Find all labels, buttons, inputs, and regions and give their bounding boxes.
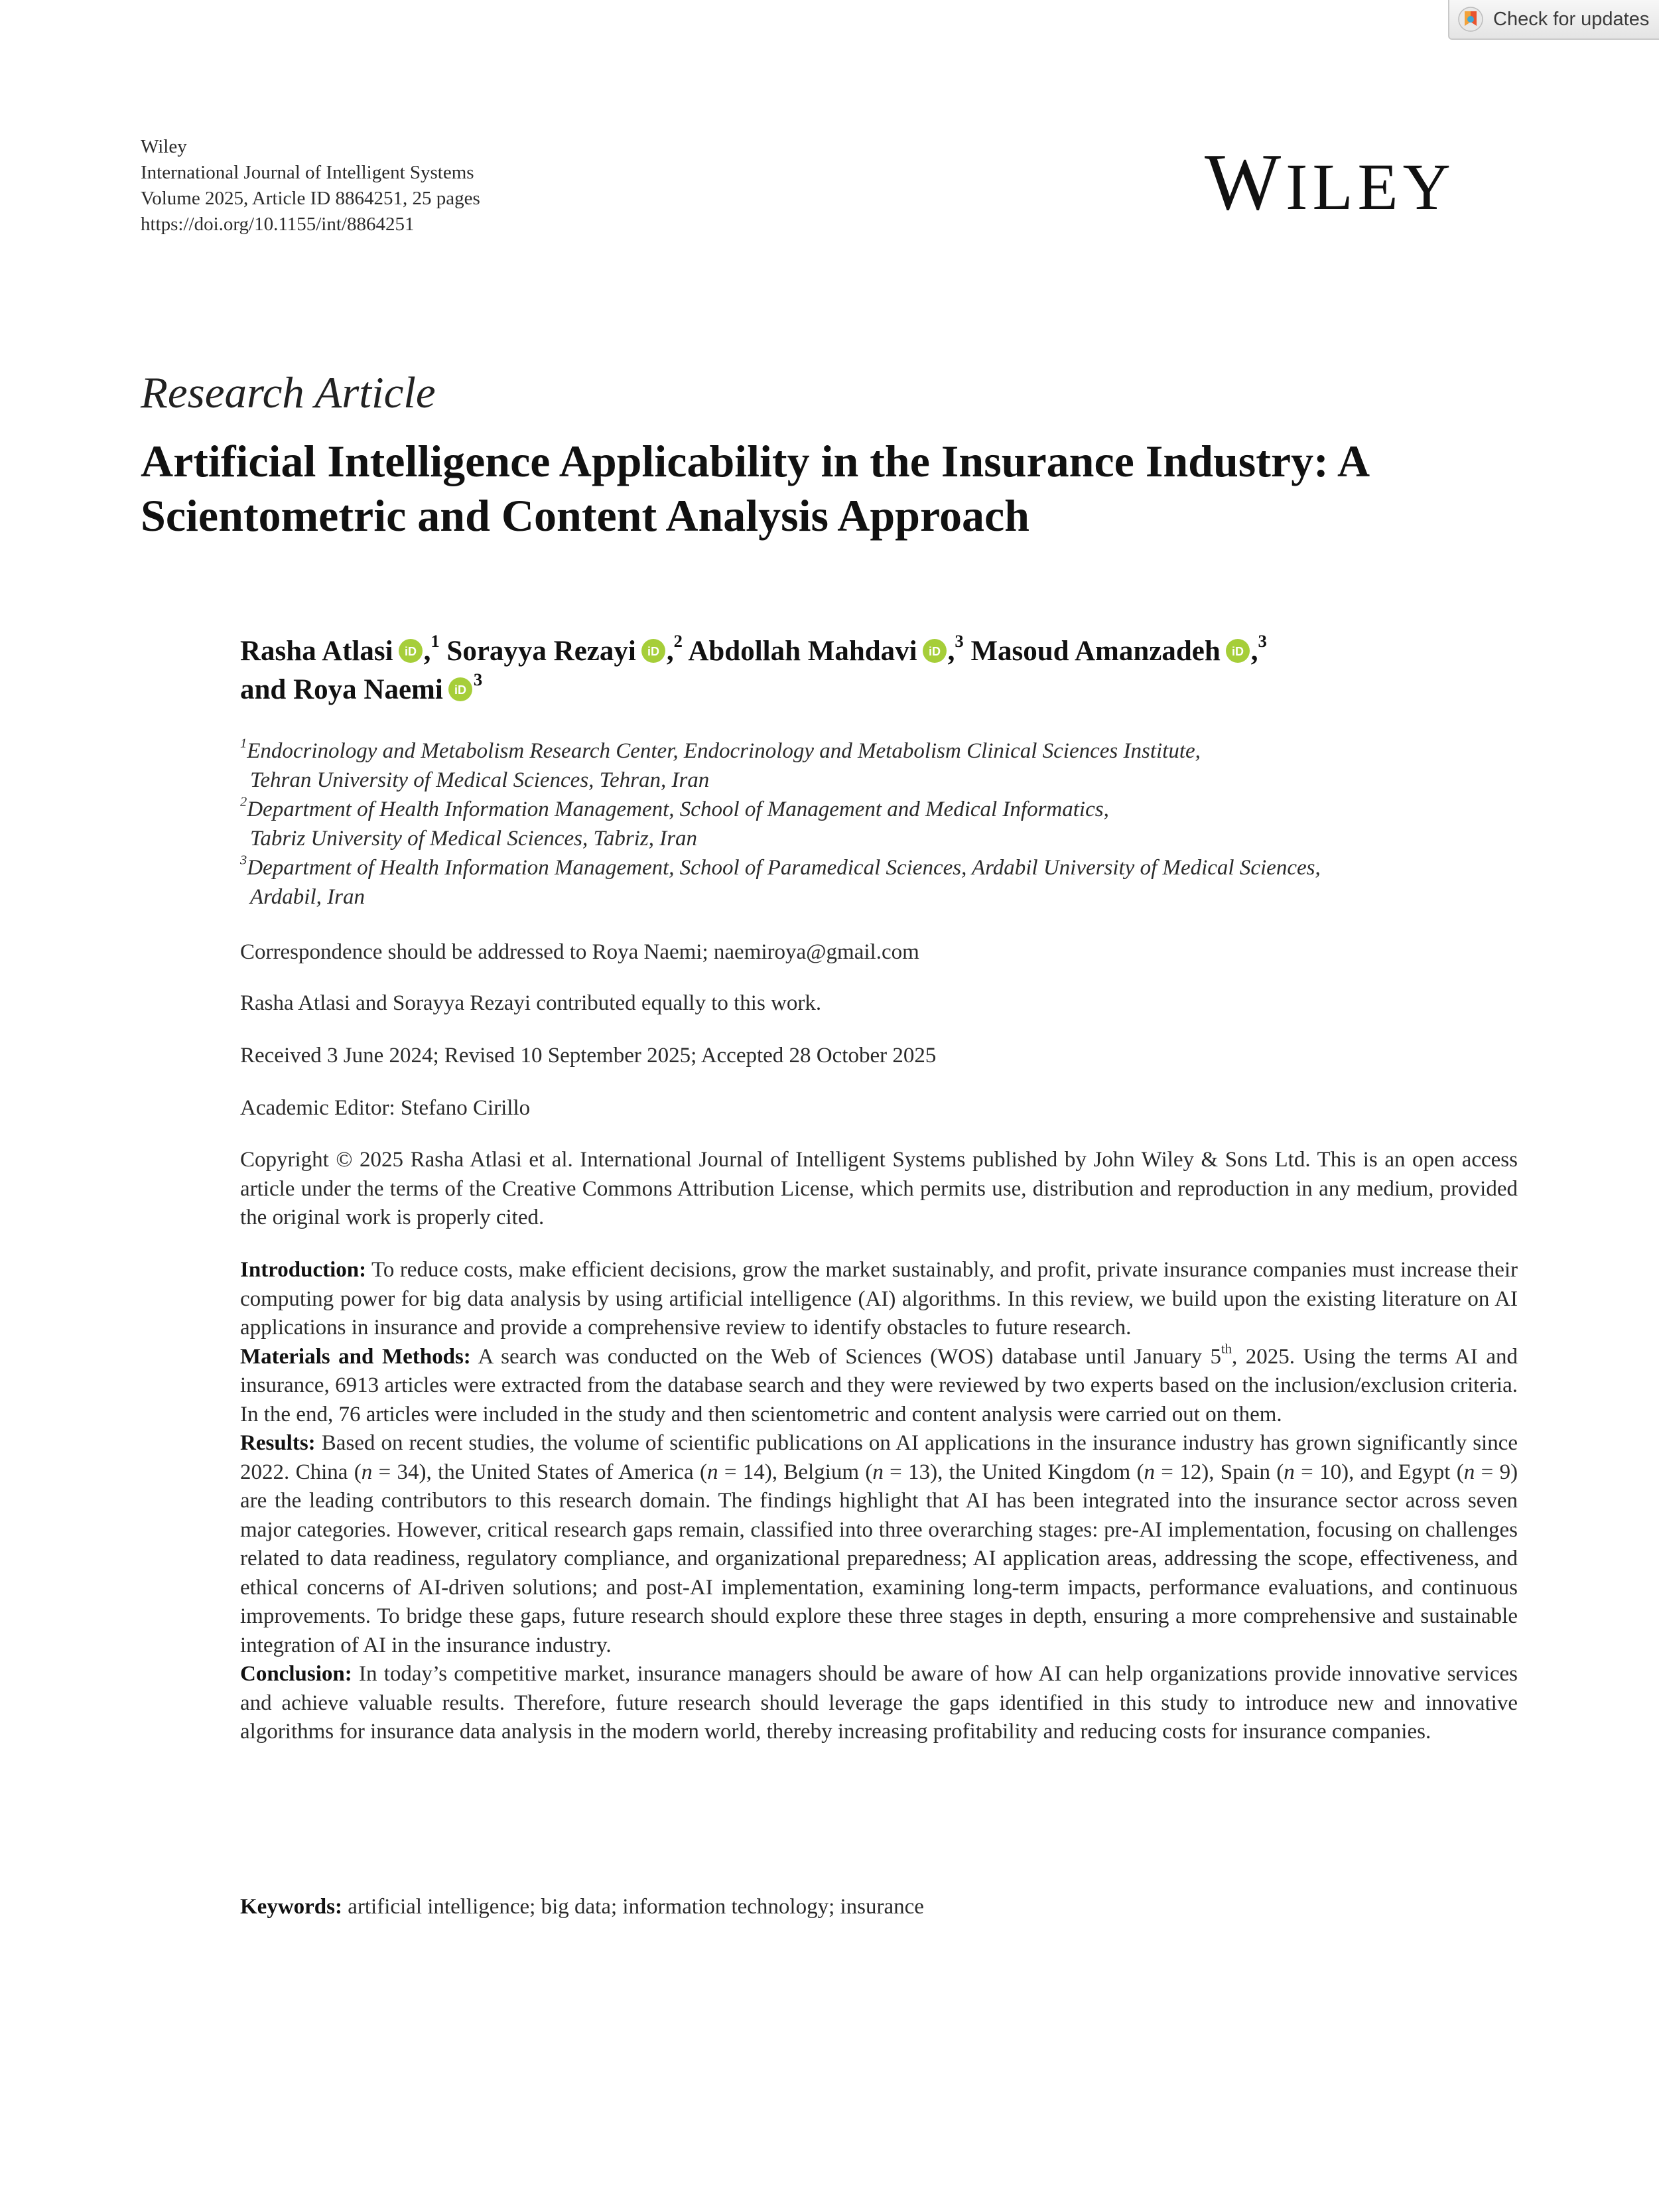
- affiliation-number: 1: [240, 736, 247, 751]
- svg-text:iD: iD: [454, 683, 466, 697]
- article-title: Artificial Intelligence Applicability in the Insurance Industry: A Scientometric and Content Analysis Approach: [141, 436, 1368, 541]
- orcid-icon[interactable]: [641, 639, 665, 663]
- affiliation-line: [240, 795, 1554, 824]
- academic-editor: Academic Editor: Stefano Cirillo: [240, 1096, 531, 1120]
- affiliation-text: Department of Health Information Management, School of Management and Medical Informatics,: [247, 797, 1109, 821]
- section-text: = 12), Spain (: [1161, 1460, 1284, 1484]
- n-symbol: n: [361, 1460, 373, 1484]
- section-text: In today’s competitive market, insurance managers should be aware of how AI can help organizations provide innovative services and achieve valuable results. Therefore, future research should leverage the gaps identified in this study to introduce new and innovative algorithms for insurance data analysis in the modern world, thereby increasing profitability and reducing costs for insurance companies.: [240, 1662, 1518, 1744]
- section-text: To reduce costs, make efficient decisions, grow the market sustainably, and profit, private insurance companies must increase their computing power for big data analysis by using artificial intelligence (AI) algorithms. In this review, we build upon the existing literature on AI applications in insurance and provide a comprehensive review to identify obstacles to future research.: [240, 1258, 1518, 1340]
- wiley-logo: WILEY: [1205, 137, 1455, 227]
- orcid-icon[interactable]: [1226, 639, 1250, 663]
- svg-text:iD: iD: [1231, 645, 1244, 658]
- check-for-updates-label: Check for updates: [1493, 8, 1650, 30]
- author-name[interactable]: Rasha Atlasi: [240, 636, 393, 667]
- author-affiliation-number: 3: [955, 631, 964, 652]
- article-doi-link[interactable]: https://doi.org/10.1155/int/8864251: [141, 214, 415, 235]
- section-label: Conclusion:: [240, 1662, 352, 1686]
- section-label: Introduction:: [240, 1258, 367, 1282]
- publisher-name: Wiley: [141, 136, 187, 157]
- svg-text:iD: iD: [404, 645, 417, 658]
- keywords-text: artificial intelligence; big data; information technology; insurance: [348, 1895, 924, 1919]
- affiliation-text: Endocrinology and Metabolism Research Center, Endocrinology and Metabolism Clinical Sciences Institute,: [247, 739, 1201, 763]
- section-text: = 13), the United Kingdom (: [890, 1460, 1144, 1484]
- author-name[interactable]: Sorayya Rezayi: [446, 636, 636, 667]
- journal-volume: Volume 2025, Article ID 8864251, 25 pages: [141, 188, 480, 209]
- affiliation-number: 2: [240, 794, 247, 809]
- n-symbol: n: [706, 1460, 718, 1484]
- orcid-icon[interactable]: [399, 639, 423, 663]
- affiliation-number: 3: [240, 853, 247, 868]
- orcid-icon[interactable]: [923, 639, 947, 663]
- affiliation-line: [240, 853, 1554, 882]
- section-text: = 34), the United States of America (: [378, 1460, 707, 1484]
- keywords-label: Keywords:: [240, 1895, 342, 1919]
- author-affiliation-number: 1: [431, 631, 440, 652]
- affiliation-line: Tabriz University of Medical Sciences, Tabriz, Iran: [250, 827, 698, 851]
- author-name[interactable]: Abdollah Mahdavi: [688, 636, 917, 667]
- affiliation-line: [240, 736, 1554, 766]
- author-affiliation-number: 3: [1258, 631, 1267, 652]
- affiliation-line: Tehran University of Medical Sciences, Tehran, Iran: [250, 768, 710, 792]
- affiliation-line: Ardabil, Iran: [250, 885, 365, 909]
- journal-info: [141, 134, 480, 238]
- n-symbol: n: [1144, 1460, 1155, 1484]
- section-text: Based on recent studies, the volume of scientific publications on AI applications in the insurance industry has grown significantly since 2022. China (: [240, 1431, 1518, 1484]
- author-name[interactable]: Roya Naemi: [293, 674, 443, 705]
- affiliations: [240, 736, 1554, 912]
- check-for-updates-button[interactable]: [1448, 0, 1659, 40]
- crossmark-icon: [1457, 6, 1484, 33]
- author-affiliation-number: 2: [673, 631, 683, 652]
- equal-contribution-note: Rasha Atlasi and Sorayya Rezayi contributed equally to this work.: [240, 991, 822, 1015]
- section-text: = 10), and Egypt (: [1301, 1460, 1464, 1484]
- keywords: [240, 1892, 924, 1921]
- orcid-icon[interactable]: [448, 677, 472, 701]
- abstract-conclusion: [240, 1660, 1518, 1747]
- abstract-methods: [240, 1343, 1518, 1430]
- n-symbol: n: [1463, 1460, 1475, 1484]
- journal-name: International Journal of Intelligent Systems: [141, 162, 474, 183]
- section-text: = 14), Belgium (: [724, 1460, 873, 1484]
- n-symbol: n: [872, 1460, 884, 1484]
- copyright-notice: Copyright © 2025 Rasha Atlasi et al. International Journal of Intelligent Systems published by John Wiley & Sons Ltd. This is an open access article under the terms of the Creative Commons Attribution License, which permits use, distribution and reproduction in any medium, provided the original work is properly cited.: [240, 1148, 1518, 1229]
- svg-text:iD: iD: [928, 645, 941, 658]
- abstract: [240, 1256, 1518, 1747]
- author-list: Rasha Atlasi iD ,$^1$ Sorayya Rezayi iD ,$^2$ Abdollah Mahdavi iD ,$^3$ Masoud Amanzadeh iD ,$^3$ and Roya Naemi iD $^3$: [240, 631, 1267, 705]
- abstract-introduction: [240, 1256, 1518, 1343]
- abstract-results: [240, 1429, 1518, 1660]
- author-affiliation-number: 3: [473, 669, 483, 690]
- correspondence: Correspondence should be addressed to Roya Naemi; naemiroya@gmail.com: [240, 940, 919, 964]
- n-symbol: n: [1284, 1460, 1295, 1484]
- section-text: = 9) are the leading contributors to this research domain. The findings highlight that AI has been integrated into the insurance sector across seven major categories. However, critical research gaps remain, classified into three overarching stages: pre-AI implementation, focusing on challenges related to data readiness, regulatory compliance, and organizational preparedness; AI application areas, addressing the scope, effectiveness, and ethical concerns of AI-driven solutions; and post-AI implementation, examining long-term impacts, performance evaluations, and continuous improvements. To bridge these gaps, future research should explore these three stages in depth, ensuring a more comprehensive and sustainable integration of AI in the insurance industry.: [240, 1460, 1518, 1657]
- article-dates: Received 3 June 2024; Revised 10 September 2025; Accepted 28 October 2025: [240, 1044, 937, 1068]
- ordinal-suffix: th: [1221, 1342, 1232, 1357]
- author-name[interactable]: Masoud Amanzadeh: [970, 636, 1221, 667]
- svg-text:iD: iD: [647, 645, 659, 658]
- affiliation-text: Department of Health Information Management, School of Paramedical Sciences, Ardabil University of Medical Sciences,: [247, 856, 1321, 880]
- authors-and: and: [240, 674, 287, 705]
- section-text: A search was conducted on the Web of Sciences (WOS) database until January 5: [478, 1344, 1222, 1369]
- section-label: Results:: [240, 1431, 316, 1455]
- article-type: Research Article: [141, 368, 436, 417]
- section-label: Materials and Methods:: [240, 1344, 471, 1369]
- section-text: , 2025. Using the terms AI and insurance, 6913 articles were extracted from the database search and they were reviewed by two experts based on the inclusion/exclusion criteria. In the end, 76 articles were included in the study and then scientometric and content analysis were carried out on them.: [240, 1344, 1518, 1426]
